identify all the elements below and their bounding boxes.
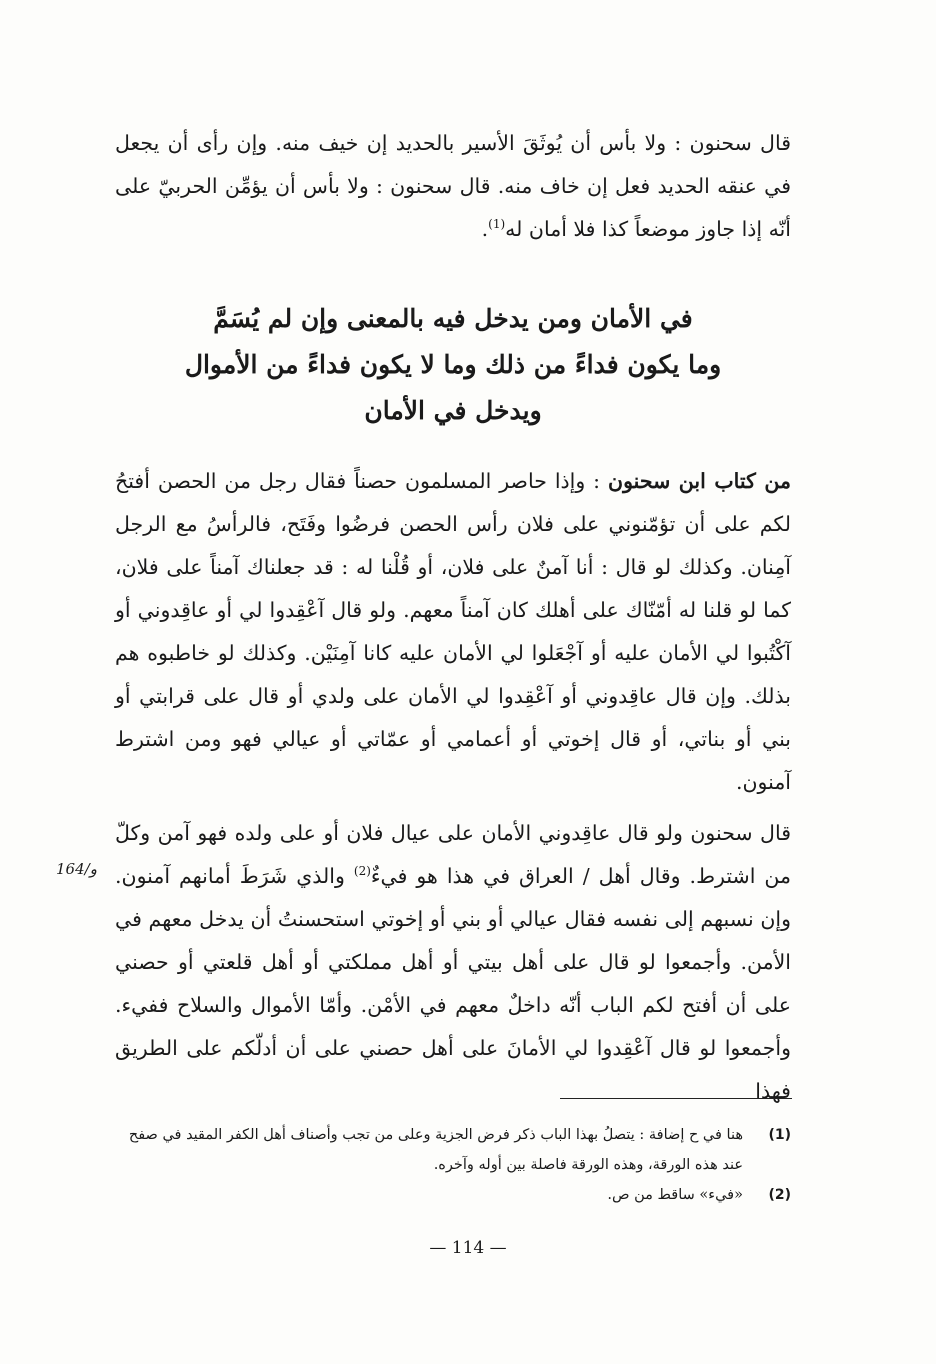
paragraph-3-text-a: قال سحنون ولو قال عاقِدوني الأمان على عيال فلان أو على ولده فهو آمن وكلّ من اشترط. وقال أهل / العراق في هذا هو فيءٌ (115, 821, 791, 888)
footnote-1-text: هنا في ح إضافة : يتصلُ بهذا الباب ذكر فرض الجزية وعلى من تجب وأصناف أهل الكفر المقيد في صفح عند هذه الورقة، وهذه الورقة فاصلة بين أوله وآخره. (128, 1127, 743, 1173)
footnote-2-number: (2) (768, 1187, 791, 1203)
paragraph-3-text-b: والذي شَرَطَ أمانهم آمنون. وإن نسبهم إلى نفسه فقال عيالي أو بني أو إخوتي استحسنتُ أن يدخل معهم في الأمن. وأجمعوا لو قال على أهل بيتي أو أهل مملكتي أو أهل قلعتي أو حصني على أن أفتح لكم الباب أنّه داخلٌ معهم في الأمْن. وأمّا الأموال والسلاح ففيء. وأجمعوا لو قال آعْقِدوا لي الأمانَ على أهل حصني على أن أدلّكم على الطريق فهذا (115, 864, 791, 1103)
footnote-2 (115, 1180, 791, 1210)
paragraph-3 (115, 812, 791, 1113)
footnote-divider (560, 1098, 792, 1099)
footnotes (115, 1120, 791, 1210)
heading-line-3: ويدخل في الأمان (364, 396, 542, 425)
heading-line-1: في الأمان ومن يدخل فيه بالمعنى وإن لم يُسَمَّ (213, 304, 693, 333)
footnote-ref-1[interactable]: (1) (488, 217, 506, 232)
paragraph-1-text: قال سحنون : ولا بأس أن يُوثَقَ الأسير بالحديد إن خيف منه. وإن رأى أن يجعل في عنقه الحديد فعل إن خاف منه. قال سحنون : ولا بأس أن يؤمِّن الحربيّ على أنّه إذا جاوز موضعاً كذا فلا أمان له (115, 131, 791, 241)
heading-line-2: وما يكون فداءً من ذلك وما لا يكون فداءً من الأموال (184, 350, 722, 379)
paragraph-2-lead: من كتاب ابن سحنون (608, 469, 792, 493)
page-number: — 114 — (429, 1238, 507, 1258)
paragraph-2 (115, 460, 791, 804)
footnote-ref-2[interactable]: (2) (353, 864, 371, 879)
footnote-1-number: (1) (768, 1127, 791, 1143)
section-heading (115, 296, 791, 434)
footnote-1 (115, 1120, 791, 1180)
paragraph-1: قال سحنون : ولا بأس أن يُوثَقَ الأسير بالحديد إن خيف منه. وإن رأى أن يجعل في عنقه الحديد فعل إن خاف منه. قال سحنون : ولا بأس أن يؤمِّن الحربيّ على أنّه إذا جاوز موضعاً كذا فلا أمان له$^{(1)}$. (115, 131, 791, 241)
footnote-2-text: «فيء» ساقط من ص. (607, 1187, 743, 1203)
folio-margin-note: 164/و (56, 860, 97, 878)
paragraph-2-text: : وإذا حاصر المسلمون حصناً فقال رجل من الحصن أفتحُ لكم على أن تؤمّنوني على فلان رأس الحصن فرضُوا وفَتَح، فالرأسُ مع الرجل آمِنان. وكذلك لو قال : أنا آمنٌ على فلان، أو قُلْنا له : قد جعلناك آمناً على فلان، كما لو قلنا له أمّنّاك على أهلك كان آمناً معهم. ولو قال آعْقِدوا لي أو عاقِدوني أو آكْتُبوا لي الأمان عليه أو آجْعَلوا لي الأمان عليه كانا آمِنَيْن. وكذلك لو خاطبوه هم بذلك. وإن قال عاقِدوني أو آعْقِدوا لي الأمان على ولدي أو قال على قرابتي أو بني أو بناتي، أو قال إخوتي أو أعمامي أو عمّاتي أو عيالي فهو ومن اشترط آمنون. (115, 469, 791, 794)
